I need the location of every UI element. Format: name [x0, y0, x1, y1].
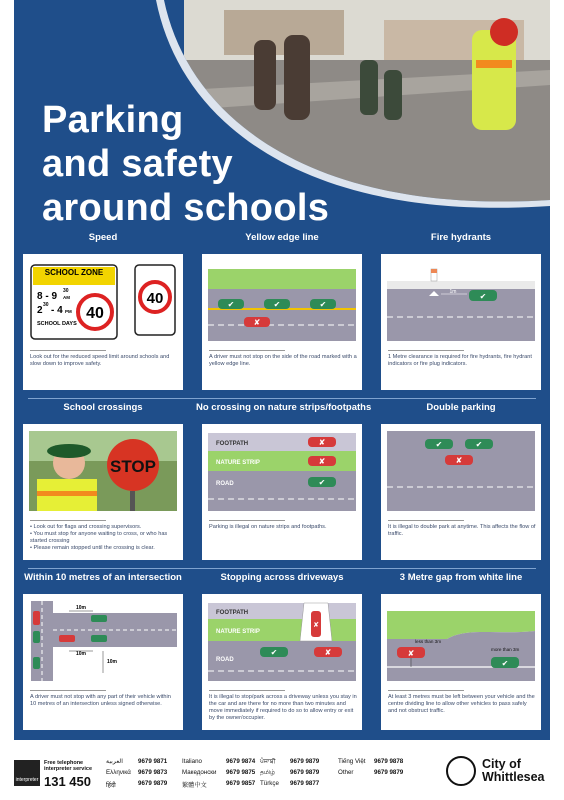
caption-rule [388, 350, 464, 351]
caption-rule [30, 690, 106, 691]
sign-time1-sup: 30 [63, 288, 69, 294]
panel-title: Yellow edge line [245, 232, 319, 243]
less-than-label: less than 3m [415, 639, 442, 644]
language-item [260, 769, 320, 777]
svg-text:✔: ✔ [479, 292, 487, 301]
city-branding [446, 756, 556, 792]
fire-hydrant-diagram [387, 261, 535, 341]
panel-card [202, 594, 362, 730]
panel-title: Within 10 metres of an intersection [24, 572, 182, 583]
red-car-icon [59, 635, 75, 642]
nature-strip-diagram [208, 431, 356, 511]
sign-limit: 40 [86, 305, 104, 322]
panel-title: Double parking [426, 402, 496, 413]
crossing-supervisor-photo [29, 431, 177, 511]
panel-fire-hydrants [375, 232, 547, 367]
bullet-item: • Please remain stopped until the crossing is clear. [30, 545, 178, 552]
language-item [182, 780, 256, 789]
language-name: Italiano [182, 758, 202, 765]
svg-text:✔: ✔ [319, 300, 327, 309]
double-parking-diagram [387, 431, 535, 511]
caption-rule [388, 520, 464, 521]
language-number: 9679 9879 [290, 769, 320, 776]
svg-text:✔: ✔ [227, 300, 235, 309]
caption-rule [209, 350, 285, 351]
language-item [260, 780, 320, 787]
panel-caption: A driver must not stop on the side of the road marked with a yellow edge line. [209, 354, 357, 367]
language-number: 9679 9857 [226, 780, 256, 787]
language-number: 9679 9873 [138, 769, 168, 776]
sign-time1: 8 - 9 [37, 291, 58, 302]
green-car-icon [33, 657, 40, 669]
language-number: 9679 9874 [226, 758, 256, 765]
language-item [260, 758, 320, 766]
red-car-icon [244, 317, 270, 327]
svg-text:✔: ✔ [435, 440, 443, 449]
svg-text:✘: ✘ [318, 438, 326, 447]
sign-time2: 2 [37, 305, 43, 316]
svg-text:✔: ✔ [273, 300, 281, 309]
language-number: 9679 9877 [290, 780, 320, 787]
interpreter-line1: Free telephone [44, 760, 84, 766]
distance-label: 10m [107, 659, 118, 665]
language-item [182, 758, 256, 765]
panel-driveways [196, 572, 368, 721]
svg-text:✔: ✔ [318, 478, 326, 487]
interpreter-number: 131 450 [44, 774, 91, 789]
stop-sign-text: STOP [110, 457, 156, 476]
more-than-label: more than 3m [491, 647, 520, 652]
language-name: العربية [106, 758, 123, 765]
city-name-line1: City of [482, 757, 521, 771]
distance-label: 10m [75, 605, 87, 611]
city-name-line2: Whittlesea [482, 770, 545, 784]
svg-text:✔: ✔ [475, 440, 483, 449]
green-car-icon [218, 299, 244, 309]
distance-label: 10m [75, 651, 87, 657]
panel-speed [17, 232, 189, 367]
panel-3m-gap [375, 572, 547, 714]
panel-card [202, 254, 362, 390]
panel-title: Stopping across driveways [220, 572, 344, 583]
caption-rule [30, 520, 106, 521]
panel-caption: 1 Metre clearance is required for fire hydrants, fire hydrant indicators or fire plug indicators. [388, 354, 532, 367]
svg-text:✔: ✔ [501, 659, 509, 668]
red-car-icon [445, 455, 473, 465]
three-metre-gap-diagram [387, 601, 535, 681]
svg-text:✘: ✘ [455, 456, 463, 465]
distance-label: 1m [449, 289, 457, 295]
green-car-icon [308, 477, 336, 487]
svg-text:✘: ✘ [407, 649, 415, 658]
title-line-1: Parking [42, 99, 184, 141]
panel-card [381, 254, 541, 390]
bullet-item: • Look out for flags and crossing supervisors. [30, 524, 178, 531]
road-label: ROAD [216, 657, 234, 663]
red-car-icon [397, 647, 425, 658]
svg-text:✔: ✔ [270, 648, 278, 657]
panel-card [23, 254, 183, 390]
sign-days: SCHOOL DAYS [37, 321, 77, 327]
sign-header: SCHOOL ZONE [44, 268, 104, 277]
language-name: Tiếng Việt [338, 758, 366, 765]
language-number: 9679 9879 [374, 769, 404, 776]
language-name: Other [338, 769, 354, 776]
red-car-icon [308, 437, 336, 447]
language-name: Македонски [182, 769, 217, 776]
language-item [106, 758, 168, 765]
green-car-icon [310, 299, 336, 309]
language-number: 9679 9878 [374, 758, 404, 765]
city-emblem-icon [446, 756, 476, 786]
green-car-icon [91, 615, 107, 622]
green-car-icon [91, 635, 107, 642]
footpath-label: FOOTPATH [216, 441, 249, 447]
panel-title: Speed [88, 232, 118, 243]
title-line-2: and safety [42, 143, 233, 185]
hydrant-icon [431, 269, 437, 281]
nature-strip-label: NATURE STRIP [216, 460, 260, 466]
svg-text:✘: ✘ [318, 457, 326, 466]
panel-title: School crossings [63, 402, 143, 413]
panel-caption [30, 524, 178, 552]
row-divider [28, 398, 536, 399]
interpreter-logo-icon: interpreter [14, 760, 40, 786]
interpreter-label [44, 760, 92, 772]
language-name: Türkçe [260, 780, 279, 787]
green-car-icon [264, 299, 290, 309]
caption-rule [209, 520, 285, 521]
nature-strip-label: NATURE STRIP [216, 629, 260, 635]
svg-text:✘: ✘ [324, 648, 332, 657]
panel-intersection [17, 572, 189, 707]
poster [14, 0, 550, 740]
caption-rule [30, 350, 106, 351]
panel-card [381, 424, 541, 560]
language-name: हिंदी [106, 782, 116, 789]
footer [0, 748, 564, 800]
yellow-line-diagram [208, 261, 356, 341]
panel-caption: A driver must not stop with any part of their vehicle within 10 metres of an intersection unless signed otherwise. [30, 694, 171, 707]
language-name: ਪੰਜਾਬੀ [260, 758, 276, 765]
language-number: 9679 9879 [138, 780, 168, 787]
speed-limit-sign: 40 [146, 290, 164, 307]
panel-title: No crossing on nature strips/footpaths [196, 402, 372, 413]
sign-time2-sup: 30 [43, 302, 49, 308]
city-name [482, 758, 545, 784]
caption-rule [388, 690, 464, 691]
language-name: 繁體中文 [182, 782, 207, 789]
red-car-icon [311, 611, 321, 637]
language-item [338, 758, 404, 765]
panel-card [23, 594, 183, 730]
panel-title: Fire hydrants [430, 232, 492, 243]
panel-yellow-edge-line [196, 232, 368, 367]
language-number: 9679 9871 [138, 758, 168, 765]
green-car-icon [260, 647, 288, 657]
panel-caption: It is illegal to double park at anytime. This affects the flow of traffic. [388, 524, 536, 537]
panel-nature-strips [196, 402, 372, 530]
panel-double-parking [375, 402, 547, 537]
panel-caption: Look out for the reduced speed limit around schools and slow down to improve safety. [30, 354, 170, 367]
panel-title: 3 Metre gap from white line [399, 572, 523, 583]
driveway-diagram [208, 601, 356, 681]
sign-time2-end: - 4 [51, 305, 63, 316]
panel-caption: At least 3 metres must be left between your vehicle and the centre dividing line to allow other vehicles to pass safely and not obstruct traffic. [388, 694, 535, 714]
sign-time2-ampm: PM [65, 309, 72, 314]
language-item [106, 769, 168, 776]
green-car-icon [469, 290, 497, 301]
language-number: 9679 9879 [290, 758, 320, 765]
panel-card [202, 424, 362, 560]
language-item [182, 769, 256, 776]
panel-school-crossings [17, 402, 189, 551]
road-label: ROAD [216, 481, 234, 487]
panel-caption: Parking is illegal on nature strips and footpaths. [209, 524, 327, 530]
language-number: 9679 9875 [226, 769, 256, 776]
language-name: தமிழ் [260, 769, 276, 776]
footpath-label: FOOTPATH [216, 610, 249, 616]
red-car-icon [308, 456, 336, 466]
green-car-icon [33, 631, 40, 643]
panel-caption: It is illegal to stop/park across a driveway unless you stay in the car and are there for no more than two minutes and move immediately if required to do so to allow entry or exit by the owner/occupier. [209, 694, 357, 721]
red-car-icon [314, 647, 342, 657]
title-line-3: around schools [42, 187, 330, 229]
language-item [338, 769, 404, 776]
svg-text:✘: ✘ [253, 318, 261, 327]
school-zone-sign [29, 261, 177, 341]
row-divider [28, 568, 536, 569]
language-name: Ελληνικά [106, 769, 131, 776]
red-car-icon [33, 611, 40, 625]
language-item [106, 780, 168, 789]
sign-time1-ampm: AM [63, 295, 70, 300]
panel-card [23, 424, 183, 560]
poster-title [42, 98, 329, 230]
interpreter-line2: interpreter service [44, 766, 92, 772]
green-car-icon [425, 439, 453, 449]
green-car-icon [491, 657, 519, 668]
panel-card [381, 594, 541, 730]
green-car-icon [465, 439, 493, 449]
intersection-diagram [29, 601, 177, 681]
bullet-item: • You must stop for anyone waiting to cross, or who has started crossing [30, 531, 178, 545]
caption-rule [209, 690, 285, 691]
svg-text:✘: ✘ [313, 622, 319, 629]
